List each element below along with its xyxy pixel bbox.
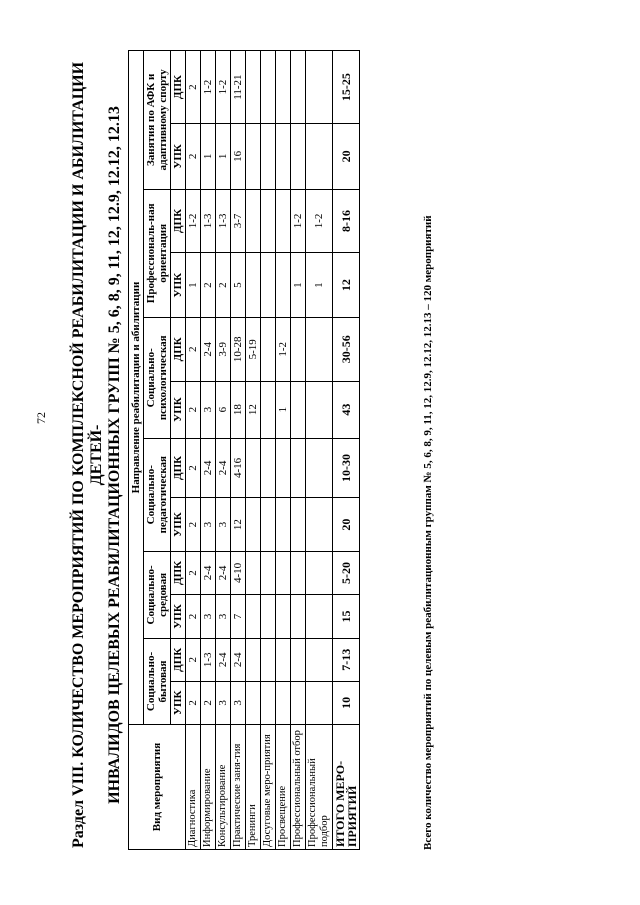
value-cell: 1: [306, 253, 333, 318]
sub-header-dpk: ДПК: [171, 318, 186, 382]
total-row: [333, 51, 360, 850]
value-cell: 2: [186, 438, 201, 498]
value-cell: 1: [276, 381, 291, 438]
value-cell: 10-28: [231, 318, 246, 382]
value-cell: 12: [246, 381, 261, 438]
value-cell: 1-3: [201, 638, 216, 681]
value-cell: 2: [216, 253, 231, 318]
event-name-cell: Просвещение: [276, 725, 291, 850]
value-cell: 43: [333, 381, 360, 438]
value-cell: 3: [231, 681, 246, 724]
event-name-cell: Консультирование: [216, 725, 231, 850]
value-cell: [276, 189, 291, 253]
value-cell: 12: [333, 253, 360, 318]
value-cell: [276, 551, 291, 594]
sub-header-dpk: ДПК: [171, 51, 186, 124]
value-cell: 1-3: [216, 189, 231, 253]
value-cell: [306, 381, 333, 438]
sub-header-upk: УПК: [171, 595, 186, 639]
value-cell: [261, 438, 276, 498]
direction-header: Занятия по АФК и адаптивному спорту: [144, 51, 171, 190]
value-cell: [306, 124, 333, 190]
value-cell: 2-4: [216, 551, 231, 594]
value-cell: 1-2: [186, 189, 201, 253]
value-cell: [246, 595, 261, 639]
direction-group-header: Направление реабилитации и абилитации: [129, 51, 144, 725]
value-cell: [261, 638, 276, 681]
value-cell: [276, 253, 291, 318]
value-cell: 1-2: [216, 51, 231, 124]
table-row: [216, 51, 231, 850]
value-cell: 2: [186, 681, 201, 724]
value-cell: 2-4: [201, 551, 216, 594]
value-cell: [261, 318, 276, 382]
value-cell: [306, 595, 333, 639]
value-cell: 6: [216, 381, 231, 438]
value-cell: 8-16: [333, 189, 360, 253]
value-cell: 4-16: [231, 438, 246, 498]
value-cell: 2: [186, 498, 201, 552]
value-cell: [306, 438, 333, 498]
value-cell: [261, 189, 276, 253]
event-name-cell: Досуговые меро-приятия: [261, 725, 276, 850]
sub-header-upk: УПК: [171, 381, 186, 438]
rotated-content: [70, 30, 450, 880]
value-cell: 2: [186, 381, 201, 438]
value-cell: [276, 498, 291, 552]
table-row: [276, 51, 291, 850]
value-cell: 5: [231, 253, 246, 318]
value-cell: [261, 253, 276, 318]
event-name-cell: Тренинги: [246, 725, 261, 850]
value-cell: 2: [201, 681, 216, 724]
event-name-cell: Профессиональный подбор: [306, 725, 333, 850]
value-cell: [261, 681, 276, 724]
value-cell: 5-19: [246, 318, 261, 382]
value-cell: [276, 124, 291, 190]
value-cell: [261, 51, 276, 124]
value-cell: 2-4: [216, 438, 231, 498]
value-cell: 16: [231, 124, 246, 190]
table-row: [291, 51, 306, 850]
value-cell: 3: [201, 498, 216, 552]
event-name-cell: Информирование: [201, 725, 216, 850]
direction-header: Социально-педагогическая: [144, 438, 171, 551]
value-cell: [246, 438, 261, 498]
value-cell: [291, 124, 306, 190]
value-cell: 1-2: [276, 318, 291, 382]
value-cell: 1: [186, 253, 201, 318]
value-cell: [276, 595, 291, 639]
value-cell: [276, 438, 291, 498]
value-cell: [246, 189, 261, 253]
sub-header-dpk: ДПК: [171, 638, 186, 681]
value-cell: [291, 638, 306, 681]
event-name-cell: ИТОГО МЕРО-ПРИЯТИЙ: [333, 725, 360, 850]
value-cell: 2: [186, 318, 201, 382]
value-cell: [306, 551, 333, 594]
value-cell: [306, 51, 333, 124]
direction-header: Профессиональ-ная ориентация: [144, 189, 171, 317]
title-line-2: ИНВАЛИДОВ ЦЕЛЕВЫХ РЕАБИЛИТАЦИОННЫХ ГРУПП № 5, 6, 8, 9, 11, 12, 12.9, 12.12, 12.13: [106, 106, 123, 804]
value-cell: [291, 551, 306, 594]
col-event-header: Вид мероприятия: [129, 725, 186, 850]
value-cell: 10-30: [333, 438, 360, 498]
value-cell: 3-7: [231, 189, 246, 253]
value-cell: 1-2: [306, 189, 333, 253]
value-cell: [246, 124, 261, 190]
title-line-1: Раздел VIII. КОЛИЧЕСТВО МЕРОПРИЯТИЙ ПО КОМПЛЕКСНОЙ РЕАБИЛИТАЦИИ И АБИЛИТАЦИИ ДЕТЕЙ-: [70, 61, 105, 849]
value-cell: [276, 681, 291, 724]
direction-header: Социально-средовая: [144, 551, 171, 638]
value-cell: 1-2: [291, 189, 306, 253]
value-cell: 2: [186, 124, 201, 190]
value-cell: 20: [333, 124, 360, 190]
value-cell: [246, 498, 261, 552]
value-cell: [276, 51, 291, 124]
value-cell: 1-2: [201, 51, 216, 124]
value-cell: 2: [186, 638, 201, 681]
value-cell: [246, 638, 261, 681]
value-cell: [261, 124, 276, 190]
section-title: [70, 30, 124, 880]
value-cell: [276, 638, 291, 681]
events-table: [128, 50, 360, 850]
direction-header: Социально-психологическая: [144, 318, 171, 439]
value-cell: 3-9: [216, 318, 231, 382]
sub-header-upk: УПК: [171, 124, 186, 190]
value-cell: [246, 551, 261, 594]
value-cell: 2: [201, 253, 216, 318]
table-row: [246, 51, 261, 850]
value-cell: 7-13: [333, 638, 360, 681]
event-name-cell: Профессиональный отбор: [291, 725, 306, 850]
value-cell: 1: [216, 124, 231, 190]
value-cell: 20: [333, 498, 360, 552]
value-cell: 15-25: [333, 51, 360, 124]
value-cell: [261, 595, 276, 639]
value-cell: 3: [201, 595, 216, 639]
value-cell: [246, 253, 261, 318]
value-cell: 10: [333, 681, 360, 724]
value-cell: [261, 551, 276, 594]
sub-header-upk: УПК: [171, 253, 186, 318]
value-cell: 2-4: [201, 438, 216, 498]
value-cell: 30-56: [333, 318, 360, 382]
page-number: 72: [34, 412, 48, 424]
value-cell: [306, 638, 333, 681]
value-cell: 2-4: [231, 638, 246, 681]
sub-header-dpk: ДПК: [171, 438, 186, 498]
value-cell: 3: [201, 381, 216, 438]
value-cell: [246, 51, 261, 124]
event-name-cell: Практические заня-тия: [231, 725, 246, 850]
value-cell: [306, 318, 333, 382]
value-cell: 2-4: [201, 318, 216, 382]
value-cell: [291, 51, 306, 124]
value-cell: [306, 498, 333, 552]
value-cell: [306, 681, 333, 724]
value-cell: 1-3: [201, 189, 216, 253]
value-cell: 5-20: [333, 551, 360, 594]
sub-header-dpk: ДПК: [171, 189, 186, 253]
value-cell: [246, 681, 261, 724]
value-cell: 11-21: [231, 51, 246, 124]
value-cell: 2: [186, 595, 201, 639]
value-cell: [261, 498, 276, 552]
value-cell: 7: [231, 595, 246, 639]
value-cell: 18: [231, 381, 246, 438]
sub-header-upk: УПК: [171, 681, 186, 724]
value-cell: 3: [216, 595, 231, 639]
value-cell: 15: [333, 595, 360, 639]
table-row: [186, 51, 201, 850]
sub-header-dpk: ДПК: [171, 551, 186, 594]
value-cell: [291, 438, 306, 498]
value-cell: [291, 681, 306, 724]
value-cell: [291, 595, 306, 639]
value-cell: 3: [216, 498, 231, 552]
value-cell: 2: [186, 51, 201, 124]
value-cell: [291, 498, 306, 552]
sub-header-upk: УПК: [171, 498, 186, 552]
table-row: [231, 51, 246, 850]
value-cell: 3: [216, 681, 231, 724]
direction-header: Социально-бытовая: [144, 638, 171, 724]
header-row-1: [129, 51, 144, 850]
value-cell: 1: [201, 124, 216, 190]
value-cell: 2-4: [216, 638, 231, 681]
event-name-cell: Диагностика: [186, 725, 201, 850]
value-cell: [291, 381, 306, 438]
value-cell: 12: [231, 498, 246, 552]
table-row: [201, 51, 216, 850]
value-cell: 2: [186, 551, 201, 594]
value-cell: 4-10: [231, 551, 246, 594]
footer-note: Всего количество мероприятий по целевым реабилитационным группам № 5, 6, 8, 9, 11, 12, 12.9, 12.12, 12.13 – 120 мероприятий: [422, 215, 434, 850]
table-row: [261, 51, 276, 850]
value-cell: [261, 381, 276, 438]
value-cell: 1: [291, 253, 306, 318]
table-row: [306, 51, 333, 850]
value-cell: [291, 318, 306, 382]
